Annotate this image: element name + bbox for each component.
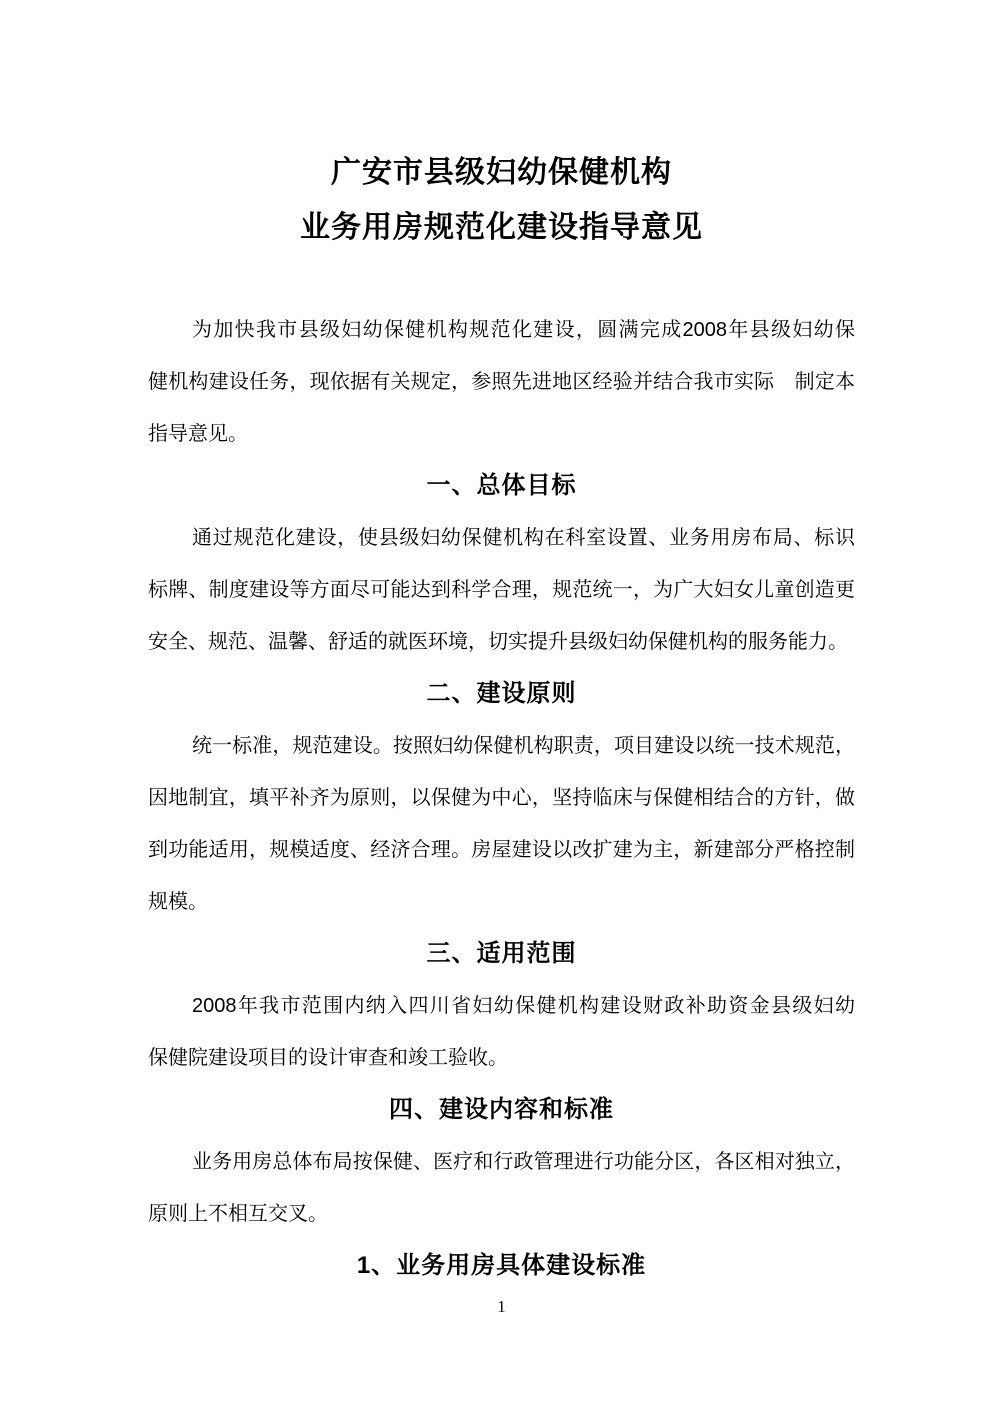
paragraph-line: 2008年我市范围内纳入四川省妇幼保健机构建设财政补助资金县级妇幼 (192, 995, 855, 1017)
page-footer (148, 1294, 855, 1320)
paragraph-line: 统一标准，规范建设。按照妇幼保健机构职责，项目建设以统一技术规范， (192, 735, 855, 757)
paragraph-line: 到功能适用，规模适度、经济合理。房屋建设以改扩建为主，新建部分严格控制 (148, 839, 855, 861)
numbered-subheading: 1、业务用房具体建设标准 (356, 1252, 647, 1279)
paragraph-line: 标牌、制度建设等方面尽可能达到科学合理，规范统一，为广大妇女儿童创造更 (148, 579, 855, 601)
paragraph-line: 原则上不相互交叉。 (148, 1203, 328, 1225)
section-heading-1: 一、总体目标 (426, 472, 577, 499)
paragraph-line: 通过规范化建设，使县级妇幼保健机构在科室设置、业务用房布局、标识 (192, 527, 855, 549)
paragraph-line: 保健院建设项目的设计审查和竣工验收。 (148, 1047, 508, 1069)
paragraph-line: 因地制宜，填平补齐为原则，以保健为中心，坚持临床与保健相结合的方针，做 (148, 787, 855, 809)
paragraph-line: 业务用房总体布局按保健、医疗和行政管理进行功能分区，各区相对独立， (192, 1151, 855, 1173)
page-number: 1 (497, 1297, 506, 1316)
document-title-line-1: 广安市县级妇幼保健机构 (331, 156, 672, 189)
paragraph-line: 安全、规范、温馨、舒适的就医环境，切实提升县级妇幼保健机构的服务能力。 (148, 631, 848, 653)
paragraph-line: 为加快我市县级妇幼保健机构规范化建设，圆满完成2008年县级妇幼保 (192, 319, 855, 341)
document-body (148, 304, 855, 1292)
document-title-line-2: 业务用房规范化建设指导意见 (300, 211, 703, 244)
paragraph-line: 规模。 (148, 891, 208, 913)
document-title (148, 145, 855, 255)
paragraph-line: 健机构建设任务，现依据有关规定，参照先进地区经验并结合我市实际 制定本 (148, 371, 855, 393)
paragraph-line: 指导意见。 (148, 423, 248, 445)
section-heading-2: 二、建设原则 (426, 680, 577, 707)
section-heading-4: 四、建设内容和标准 (389, 1096, 614, 1123)
section-heading-3: 三、适用范围 (426, 940, 577, 967)
